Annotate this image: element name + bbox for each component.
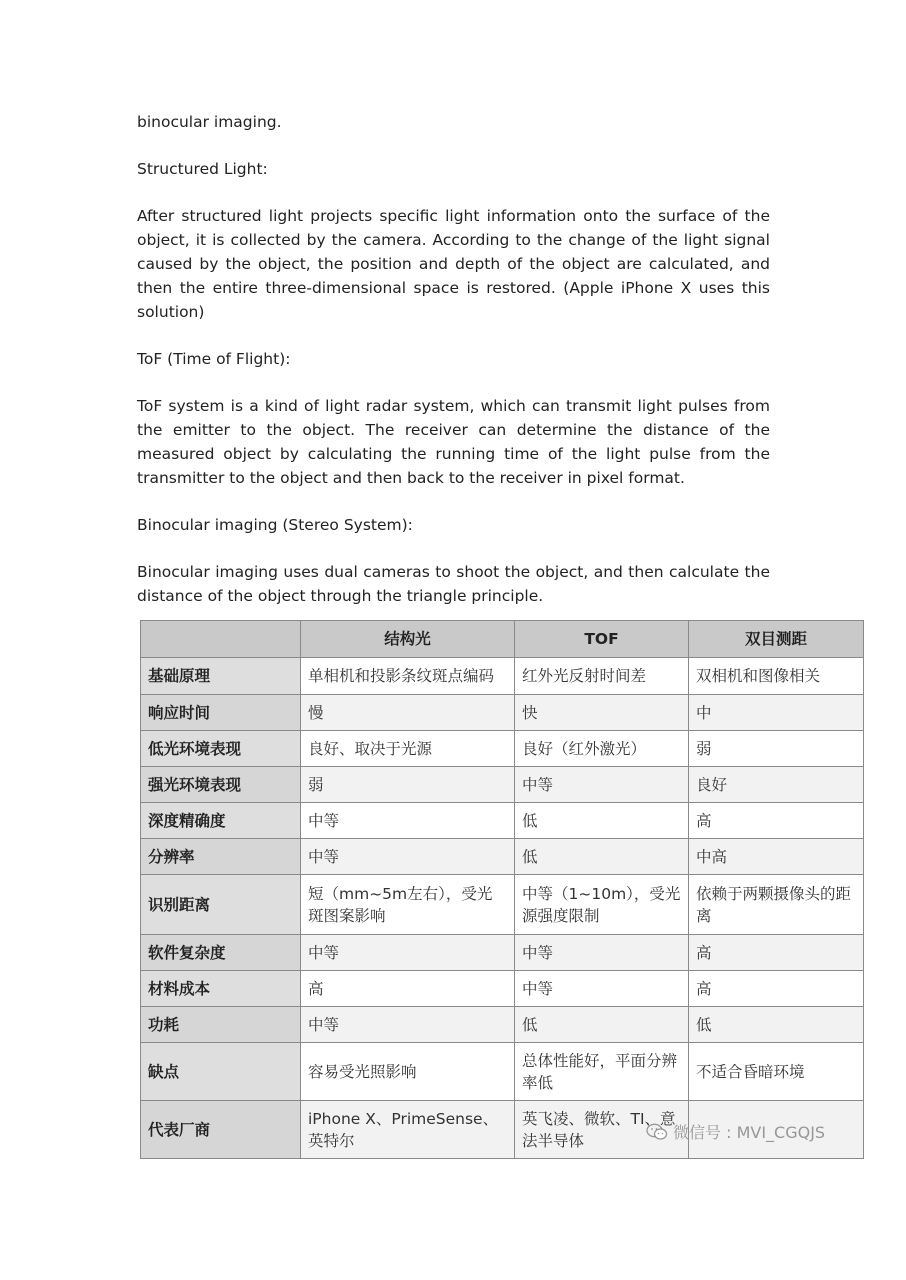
paragraph-binocular: Binocular imaging uses dual cameras to shoot the object, and then calculate the distance of the object through the triangle principle. xyxy=(137,563,770,605)
table-cell: 高 xyxy=(689,803,864,839)
heading-binocular: Binocular imaging (Stereo System): xyxy=(137,516,413,534)
header-cell-structured-light: 结构光 xyxy=(301,621,515,658)
table-row xyxy=(141,658,864,695)
table-row xyxy=(141,935,864,971)
table-row xyxy=(141,731,864,767)
table-cell: 弱 xyxy=(301,767,515,803)
table-cell: 短（mm~5m左右），受光斑图案影响 xyxy=(301,875,515,935)
table-cell: 不适合昏暗环境 xyxy=(689,1043,864,1101)
header-cell-empty xyxy=(141,621,301,658)
row-label: 基础原理 xyxy=(141,658,301,695)
paragraph-tof: ToF system is a kind of light radar system, which can transmit light pulses from the emitter to the object. The receiver can determine the distance of the measured object by calculating the running time of the light pulse from the transmitter to the object and then back to the receiver in pixel format. xyxy=(137,397,770,487)
table-cell: 低 xyxy=(515,1007,689,1043)
table-cell: 红外光反射时间差 xyxy=(515,658,689,695)
table-cell: 中 xyxy=(689,695,864,731)
table-header-row xyxy=(141,621,864,658)
table-cell: 弱 xyxy=(689,731,864,767)
table-row xyxy=(141,971,864,1007)
row-label: 响应时间 xyxy=(141,695,301,731)
table-cell: 总体性能好，平面分辨率低 xyxy=(515,1043,689,1101)
table-row xyxy=(141,1007,864,1043)
table-row xyxy=(141,695,864,731)
table-cell: 英飞凌、微软、TI、意法半导体 xyxy=(515,1101,689,1159)
table-cell: 中等（1~10m），受光源强度限制 xyxy=(515,875,689,935)
comparison-table xyxy=(140,620,864,1159)
header-cell-binocular: 双目测距 xyxy=(689,621,864,658)
table-cell: 单相机和投影条纹斑点编码 xyxy=(301,658,515,695)
table-cell: 低 xyxy=(515,803,689,839)
table-cell: 容易受光照影响 xyxy=(301,1043,515,1101)
table-cell: 中高 xyxy=(689,839,864,875)
table-row xyxy=(141,767,864,803)
paragraph-intro-tail: binocular imaging. xyxy=(137,113,282,131)
table-cell: 中等 xyxy=(301,935,515,971)
table-cell: 中等 xyxy=(301,803,515,839)
row-label: 代表厂商 xyxy=(141,1101,301,1159)
row-label: 材料成本 xyxy=(141,971,301,1007)
row-label: 缺点 xyxy=(141,1043,301,1101)
table-cell: 中等 xyxy=(515,767,689,803)
table-cell: 低 xyxy=(689,1007,864,1043)
header-cell-tof: TOF xyxy=(515,621,689,658)
table-cell: 高 xyxy=(689,971,864,1007)
table-cell: 良好 xyxy=(689,767,864,803)
table-row xyxy=(141,875,864,935)
table-cell: 依赖于两颗摄像头的距离 xyxy=(689,875,864,935)
wechat-icon xyxy=(646,1123,668,1141)
row-label: 强光环境表现 xyxy=(141,767,301,803)
row-label: 深度精确度 xyxy=(141,803,301,839)
table-row xyxy=(141,1043,864,1101)
table-cell: 良好、取决于光源 xyxy=(301,731,515,767)
table-cell: 低 xyxy=(515,839,689,875)
table-cell: 快 xyxy=(515,695,689,731)
paragraph-structured-light: After structured light projects specific light information onto the surface of the object, it is collected by the camera. According to the change of the light signal caused by the object, the position and depth of the object are calculated, and then the entire three-dimensional space is restored. (Apple iPhone X uses this solution) xyxy=(137,207,770,321)
table-cell: 中等 xyxy=(515,971,689,1007)
row-label: 识别距离 xyxy=(141,875,301,935)
watermark-text: 微信号 : MVI_CGQJS xyxy=(673,1123,826,1142)
row-label: 低光环境表现 xyxy=(141,731,301,767)
table-cell: 高 xyxy=(301,971,515,1007)
table-cell: 双相机和图像相关 xyxy=(689,658,864,695)
table-row xyxy=(141,839,864,875)
table-cell: 中等 xyxy=(301,1007,515,1043)
heading-tof: ToF (Time of Flight): xyxy=(137,350,291,368)
row-label: 软件复杂度 xyxy=(141,935,301,971)
row-label: 分辨率 xyxy=(141,839,301,875)
table-row xyxy=(141,803,864,839)
table-cell: 中等 xyxy=(515,935,689,971)
table-cell: 高 xyxy=(689,935,864,971)
table-cell: 中等 xyxy=(301,839,515,875)
table-cell: 良好（红外激光） xyxy=(515,731,689,767)
watermark xyxy=(646,1120,825,1143)
heading-structured-light: Structured Light: xyxy=(137,160,268,178)
row-label: 功耗 xyxy=(141,1007,301,1043)
table-cell: iPhone X、PrimeSense、英特尔 xyxy=(301,1101,515,1159)
table-cell: 慢 xyxy=(301,695,515,731)
